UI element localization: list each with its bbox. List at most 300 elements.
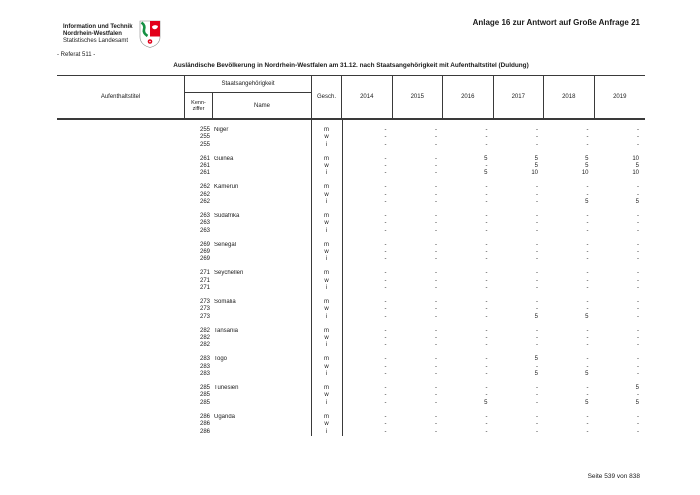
value-cell-2016: - xyxy=(485,371,488,378)
value-cell-2016: - xyxy=(485,270,488,277)
country-group-286 xyxy=(57,414,645,436)
value-cell-2018: - xyxy=(586,363,589,370)
gender-cell: m xyxy=(324,241,329,248)
value-cell-2017: - xyxy=(536,220,538,227)
value-cell-2014: - xyxy=(384,220,387,227)
value-cell-2014: - xyxy=(384,392,387,399)
value-cell-2016: - xyxy=(485,227,488,234)
value-cell-2017: - xyxy=(536,227,538,234)
table-row xyxy=(57,414,645,421)
page-number: Seite 539 von 838 xyxy=(587,473,640,480)
value-cell-2018: - xyxy=(586,213,589,220)
kennziffer-cell: 261 xyxy=(199,163,210,170)
value-cell-2018: - xyxy=(586,127,589,133)
value-cell-2019: 5 xyxy=(635,199,639,206)
gender-cell: m xyxy=(324,155,329,162)
gesch-column-left-rule xyxy=(311,120,312,436)
kennziffer-cell: 262 xyxy=(199,191,210,198)
value-cell-2015: - xyxy=(435,327,437,334)
gender-cell: m xyxy=(324,299,329,306)
value-cell-2015: - xyxy=(435,213,437,220)
value-cell-2019: - xyxy=(637,134,639,141)
value-cell-2017: - xyxy=(536,385,538,392)
value-cell-2016: 5 xyxy=(484,155,488,162)
value-cell-2018: - xyxy=(586,335,589,342)
kennziffer-line-1: Kenn- xyxy=(191,99,206,106)
value-cell-2019: 5 xyxy=(635,163,639,170)
value-cell-2015: - xyxy=(435,413,437,420)
value-cell-2017: - xyxy=(536,270,538,277)
value-cell-2016: - xyxy=(485,141,488,148)
gender-cell: m xyxy=(324,413,329,420)
value-cell-2018: - xyxy=(586,342,589,349)
kennziffer-cell: 269 xyxy=(199,241,210,248)
value-cell-2016: - xyxy=(485,299,488,306)
value-cell-2014: - xyxy=(384,184,387,191)
value-cell-2017: 5 xyxy=(534,163,538,170)
table-row xyxy=(57,371,645,378)
value-cell-2014: - xyxy=(384,170,387,177)
table-row xyxy=(57,314,645,321)
value-cell-2019: - xyxy=(637,256,639,263)
gender-cell: w xyxy=(324,249,329,256)
value-cell-2014: - xyxy=(384,213,387,220)
value-cell-2014: - xyxy=(384,199,387,206)
country-name-cell xyxy=(210,429,311,436)
value-cell-2016: 5 xyxy=(484,170,488,177)
country-name-cell: Uganda xyxy=(214,413,236,420)
value-cell-2017: - xyxy=(536,241,538,248)
value-cell-2019: - xyxy=(637,327,639,334)
table-row xyxy=(57,142,645,149)
column-header-gesch: Gesch. xyxy=(311,76,342,118)
value-cell-2018: - xyxy=(586,191,589,198)
value-cell-2019: - xyxy=(637,270,639,277)
value-cell-2016: - xyxy=(485,428,488,435)
gender-cell: w xyxy=(324,421,329,428)
value-cell-2017: 10 xyxy=(531,170,538,177)
value-cell-2014: - xyxy=(384,270,387,277)
value-cell-2017: - xyxy=(536,327,538,334)
value-cell-2016: - xyxy=(485,392,488,399)
value-cell-2015: - xyxy=(435,155,437,162)
gender-cell: w xyxy=(324,191,329,198)
value-cell-2017: - xyxy=(536,256,538,263)
value-cell-2014: - xyxy=(384,306,387,313)
table-row xyxy=(57,299,645,306)
value-cell-2018: - xyxy=(586,256,589,263)
value-cell-2017: - xyxy=(536,342,538,349)
value-cell-2019: - xyxy=(637,249,639,256)
gender-cell: i xyxy=(325,199,328,206)
kennziffer-cell: 285 xyxy=(199,385,210,392)
value-cell-2017: - xyxy=(536,413,538,420)
value-cell-2017: - xyxy=(536,134,538,141)
value-cell-2019: 5 xyxy=(635,385,639,392)
gender-cell: i xyxy=(325,371,328,378)
country-name-cell xyxy=(210,421,311,428)
table-row xyxy=(57,127,645,134)
country-group-263 xyxy=(57,213,645,235)
gender-cell: w xyxy=(324,363,329,370)
country-name-cell: Südafrika xyxy=(214,213,240,220)
value-cell-2018: - xyxy=(586,270,589,277)
value-cell-2019: - xyxy=(637,356,639,363)
country-name-cell xyxy=(210,306,311,313)
value-cell-2015: - xyxy=(435,363,437,370)
value-cell-2014: - xyxy=(384,363,387,370)
value-cell-2018: 5 xyxy=(585,313,589,320)
gender-cell: m xyxy=(324,385,329,392)
value-cell-2016: - xyxy=(485,363,488,370)
value-cell-2014: - xyxy=(384,127,387,133)
table-row xyxy=(57,429,645,436)
country-name-cell xyxy=(210,371,311,378)
value-cell-2016: - xyxy=(485,285,488,292)
table-row xyxy=(57,364,645,371)
country-name-cell: Tansania xyxy=(214,327,239,334)
value-cell-2017: - xyxy=(536,285,538,292)
value-cell-2015: - xyxy=(435,342,437,349)
column-header-2014: 2014 xyxy=(342,76,393,118)
table-row xyxy=(57,335,645,342)
country-group-283 xyxy=(57,356,645,378)
value-cell-2017: - xyxy=(536,299,538,306)
gender-cell: w xyxy=(324,306,329,313)
value-cell-2016: - xyxy=(485,356,488,363)
table-row xyxy=(57,156,645,163)
value-cell-2019: - xyxy=(637,342,639,349)
value-cell-2014: - xyxy=(384,249,387,256)
kennziffer-cell: 255 xyxy=(199,134,210,141)
kennziffer-cell: 273 xyxy=(199,313,210,320)
value-cell-2016: - xyxy=(485,277,488,284)
agency-line-1: Information und Technik xyxy=(63,24,133,30)
country-group-261 xyxy=(57,156,645,178)
country-name-cell: Guinea xyxy=(214,155,234,162)
country-name-cell xyxy=(210,199,311,206)
value-cell-2016: - xyxy=(485,421,488,428)
value-cell-2017: 5 xyxy=(534,356,538,363)
country-group-282 xyxy=(57,328,645,350)
document-title: Ausländische Bevölkerung in Nordrhein-Westfalen am 31.12. nach Staatsangehörigkeit mit Aufenthaltstitel (Duldung) xyxy=(173,62,529,69)
value-cell-2015: - xyxy=(435,270,437,277)
gender-cell: i xyxy=(325,256,328,263)
country-name-cell xyxy=(210,278,311,285)
gender-cell: i xyxy=(325,399,328,406)
value-cell-2016: - xyxy=(485,327,488,334)
value-cell-2015: - xyxy=(435,220,437,227)
value-cell-2019: 10 xyxy=(632,155,639,162)
gender-cell: m xyxy=(324,356,329,363)
column-header-aufenthaltstitel: Aufenthaltstitel xyxy=(57,76,185,118)
value-cell-2016: 5 xyxy=(484,399,488,406)
table-row xyxy=(57,256,645,263)
gender-cell: w xyxy=(324,277,329,284)
column-header-2019: 2019 xyxy=(613,94,627,100)
value-cell-2016: - xyxy=(485,184,488,191)
value-cell-2017: - xyxy=(536,306,538,313)
country-name-cell xyxy=(210,314,311,321)
table-header xyxy=(57,75,645,120)
value-cell-2018: - xyxy=(586,134,589,141)
table-row xyxy=(57,199,645,206)
value-cell-2017: - xyxy=(536,249,538,256)
gender-cell: w xyxy=(324,220,329,227)
country-name-cell xyxy=(210,364,311,371)
kennziffer-cell: 283 xyxy=(199,356,210,363)
value-cell-2016: - xyxy=(485,134,488,141)
gender-cell: i xyxy=(325,313,328,320)
agency-line-3: Statistisches Landesamt xyxy=(63,38,129,44)
value-cell-2015: - xyxy=(435,191,437,198)
value-cell-2014: - xyxy=(384,356,387,363)
value-cell-2014: - xyxy=(384,155,387,162)
country-name-cell xyxy=(210,142,311,149)
value-cell-2019: - xyxy=(637,392,639,399)
country-group-262 xyxy=(57,184,645,206)
kennziffer-cell: 283 xyxy=(199,371,210,378)
value-cell-2018: - xyxy=(586,392,589,399)
value-cell-2014: - xyxy=(384,385,387,392)
gender-cell: m xyxy=(324,270,329,277)
table-row xyxy=(57,270,645,277)
value-cell-2014: - xyxy=(384,241,387,248)
country-group-271 xyxy=(57,270,645,292)
kennziffer-cell: 285 xyxy=(199,399,210,406)
value-cell-2014: - xyxy=(384,163,387,170)
kennziffer-cell: 286 xyxy=(199,421,210,428)
table-row xyxy=(57,356,645,363)
kennziffer-cell: 273 xyxy=(199,306,210,313)
value-cell-2016: - xyxy=(485,335,488,342)
value-cell-2019: - xyxy=(637,306,639,313)
value-cell-2019: - xyxy=(637,241,639,248)
column-header-2015: 2015 xyxy=(393,76,444,118)
country-name-cell xyxy=(210,192,311,199)
country-name-cell xyxy=(210,256,311,263)
table-row xyxy=(57,192,645,199)
value-cell-2019: 5 xyxy=(635,399,639,406)
value-cell-2018: 5 xyxy=(585,399,589,406)
column-header-2018: 2018 xyxy=(544,76,595,118)
value-cell-2019: - xyxy=(637,191,639,198)
column-header-kennziffer xyxy=(185,93,213,118)
value-cell-2019: - xyxy=(637,299,639,306)
value-cell-2016: - xyxy=(485,256,488,263)
table-row xyxy=(57,285,645,292)
kennziffer-cell: 263 xyxy=(199,213,210,220)
table-row xyxy=(57,213,645,220)
table-row xyxy=(57,134,645,141)
kennziffer-cell: 255 xyxy=(199,127,210,133)
kennziffer-cell: 286 xyxy=(199,428,210,435)
kennziffer-cell: 271 xyxy=(199,277,210,284)
value-cell-2015: - xyxy=(435,199,437,206)
table-row xyxy=(57,220,645,227)
value-cell-2018: 5 xyxy=(585,155,589,162)
gender-cell: i xyxy=(325,227,328,234)
value-cell-2018: - xyxy=(586,227,589,234)
value-cell-2019: - xyxy=(637,363,639,370)
gender-cell: m xyxy=(324,327,329,334)
value-cell-2015: - xyxy=(435,127,437,133)
agency-line-2: Nordrhein-Westfalen xyxy=(63,31,122,37)
table-row xyxy=(57,400,645,407)
value-cell-2014: - xyxy=(384,327,387,334)
value-cell-2014: - xyxy=(384,299,387,306)
value-cell-2014: - xyxy=(384,399,387,406)
value-cell-2018: - xyxy=(586,428,589,435)
value-cell-2014: - xyxy=(384,335,387,342)
value-cell-2018: - xyxy=(586,306,589,313)
value-cell-2017: 5 xyxy=(534,155,538,162)
value-cell-2019: - xyxy=(637,141,639,148)
gender-cell: w xyxy=(324,392,329,399)
value-cell-2015: - xyxy=(435,184,437,191)
country-group-269 xyxy=(57,242,645,264)
value-cell-2017: - xyxy=(536,277,538,284)
value-cell-2017: - xyxy=(536,421,538,428)
value-cell-2016: - xyxy=(485,220,488,227)
value-cell-2017: - xyxy=(536,363,538,370)
value-cell-2015: - xyxy=(435,428,437,435)
value-cell-2015: - xyxy=(435,356,437,363)
value-cell-2014: - xyxy=(384,428,387,435)
value-cell-2019: - xyxy=(637,313,639,320)
agency-block xyxy=(63,24,133,45)
gender-cell: m xyxy=(324,127,329,133)
value-cell-2019: - xyxy=(637,428,639,435)
value-cell-2019: - xyxy=(637,277,639,284)
country-name-cell xyxy=(210,392,311,399)
country-group-273 xyxy=(57,299,645,321)
value-cell-2018: 5 xyxy=(585,199,589,206)
value-cell-2018: - xyxy=(586,241,589,248)
country-group-255 xyxy=(57,127,645,149)
value-cell-2016: - xyxy=(485,191,488,198)
value-cell-2017: - xyxy=(536,335,538,342)
value-cell-2017: - xyxy=(536,127,538,133)
country-name-cell xyxy=(210,134,311,141)
value-cell-2017: 5 xyxy=(534,313,538,320)
value-cell-2018: - xyxy=(586,220,589,227)
kennziffer-cell: 269 xyxy=(199,256,210,263)
value-cell-2019: - xyxy=(637,421,639,428)
column-header-name: Name xyxy=(253,102,270,109)
value-cell-2016: - xyxy=(485,249,488,256)
value-cell-2018: 5 xyxy=(585,163,589,170)
value-cell-2015: - xyxy=(435,371,437,378)
value-cell-2018: - xyxy=(586,327,589,334)
country-name-cell: Niger xyxy=(214,127,229,133)
value-cell-2014: - xyxy=(384,285,387,292)
value-cell-2014: - xyxy=(384,421,387,428)
table-row xyxy=(57,249,645,256)
value-cell-2015: - xyxy=(435,313,437,320)
value-cell-2017: - xyxy=(536,191,538,198)
value-cell-2015: - xyxy=(435,141,437,148)
value-cell-2015: - xyxy=(435,392,437,399)
value-cell-2018: - xyxy=(586,184,589,191)
country-name-cell xyxy=(210,285,311,292)
country-name-cell: Seychellen xyxy=(214,270,244,277)
value-cell-2018: - xyxy=(586,277,589,284)
table-row xyxy=(57,421,645,428)
gender-cell: m xyxy=(324,213,329,220)
gender-cell: i xyxy=(325,170,328,177)
value-cell-2014: - xyxy=(384,191,387,198)
country-name-cell: Senegal xyxy=(214,241,237,248)
gender-cell: i xyxy=(325,342,328,349)
kennziffer-cell: 282 xyxy=(199,335,210,342)
value-cell-2016: - xyxy=(485,213,488,220)
value-cell-2017: - xyxy=(536,213,538,220)
value-cell-2017: - xyxy=(536,428,538,435)
country-name-cell xyxy=(210,170,311,177)
column-header-2016: 2016 xyxy=(443,76,494,118)
value-cell-2016: - xyxy=(485,163,488,170)
value-cell-2017: 5 xyxy=(534,371,538,378)
table-row xyxy=(57,392,645,399)
value-cell-2014: - xyxy=(384,141,387,148)
table-row xyxy=(57,306,645,313)
value-cell-2019: - xyxy=(637,413,639,420)
value-cell-2016: - xyxy=(485,385,488,392)
value-cell-2019: - xyxy=(637,220,639,227)
table-row xyxy=(57,328,645,335)
value-cell-2017: - xyxy=(536,199,538,206)
country-name-cell xyxy=(210,228,311,235)
value-cell-2019: - xyxy=(637,227,639,234)
kennziffer-cell: 261 xyxy=(199,170,210,177)
value-cell-2016: - xyxy=(485,241,488,248)
gender-cell: w xyxy=(324,134,329,141)
kennziffer-cell: 282 xyxy=(199,327,210,334)
gender-cell: w xyxy=(324,163,329,170)
kennziffer-cell: 273 xyxy=(199,299,210,306)
kennziffer-cell: 263 xyxy=(199,227,210,234)
value-cell-2015: - xyxy=(435,306,437,313)
gesch-column-right-rule xyxy=(342,120,343,436)
value-cell-2016: - xyxy=(485,127,488,133)
value-cell-2015: - xyxy=(435,385,437,392)
value-cell-2019: - xyxy=(637,213,639,220)
table-row xyxy=(57,163,645,170)
value-cell-2014: - xyxy=(384,413,387,420)
table-body xyxy=(57,120,645,436)
table-row xyxy=(57,385,645,392)
value-cell-2018: - xyxy=(586,356,589,363)
value-cell-2014: - xyxy=(384,256,387,263)
value-cell-2015: - xyxy=(435,277,437,284)
gender-cell: w xyxy=(324,335,329,342)
kennziffer-cell: 255 xyxy=(199,141,210,148)
statistics-table xyxy=(57,75,645,442)
value-cell-2015: - xyxy=(435,421,437,428)
value-cell-2019: - xyxy=(637,335,639,342)
value-cell-2015: - xyxy=(435,170,437,177)
value-cell-2015: - xyxy=(435,335,437,342)
kennziffer-cell: 269 xyxy=(199,249,210,256)
value-cell-2014: - xyxy=(384,227,387,234)
value-cell-2016: - xyxy=(485,413,488,420)
kennziffer-cell: 263 xyxy=(199,220,210,227)
country-group-285 xyxy=(57,385,645,407)
value-cell-2018: - xyxy=(586,385,589,392)
value-cell-2015: - xyxy=(435,256,437,263)
country-name-cell xyxy=(210,335,311,342)
